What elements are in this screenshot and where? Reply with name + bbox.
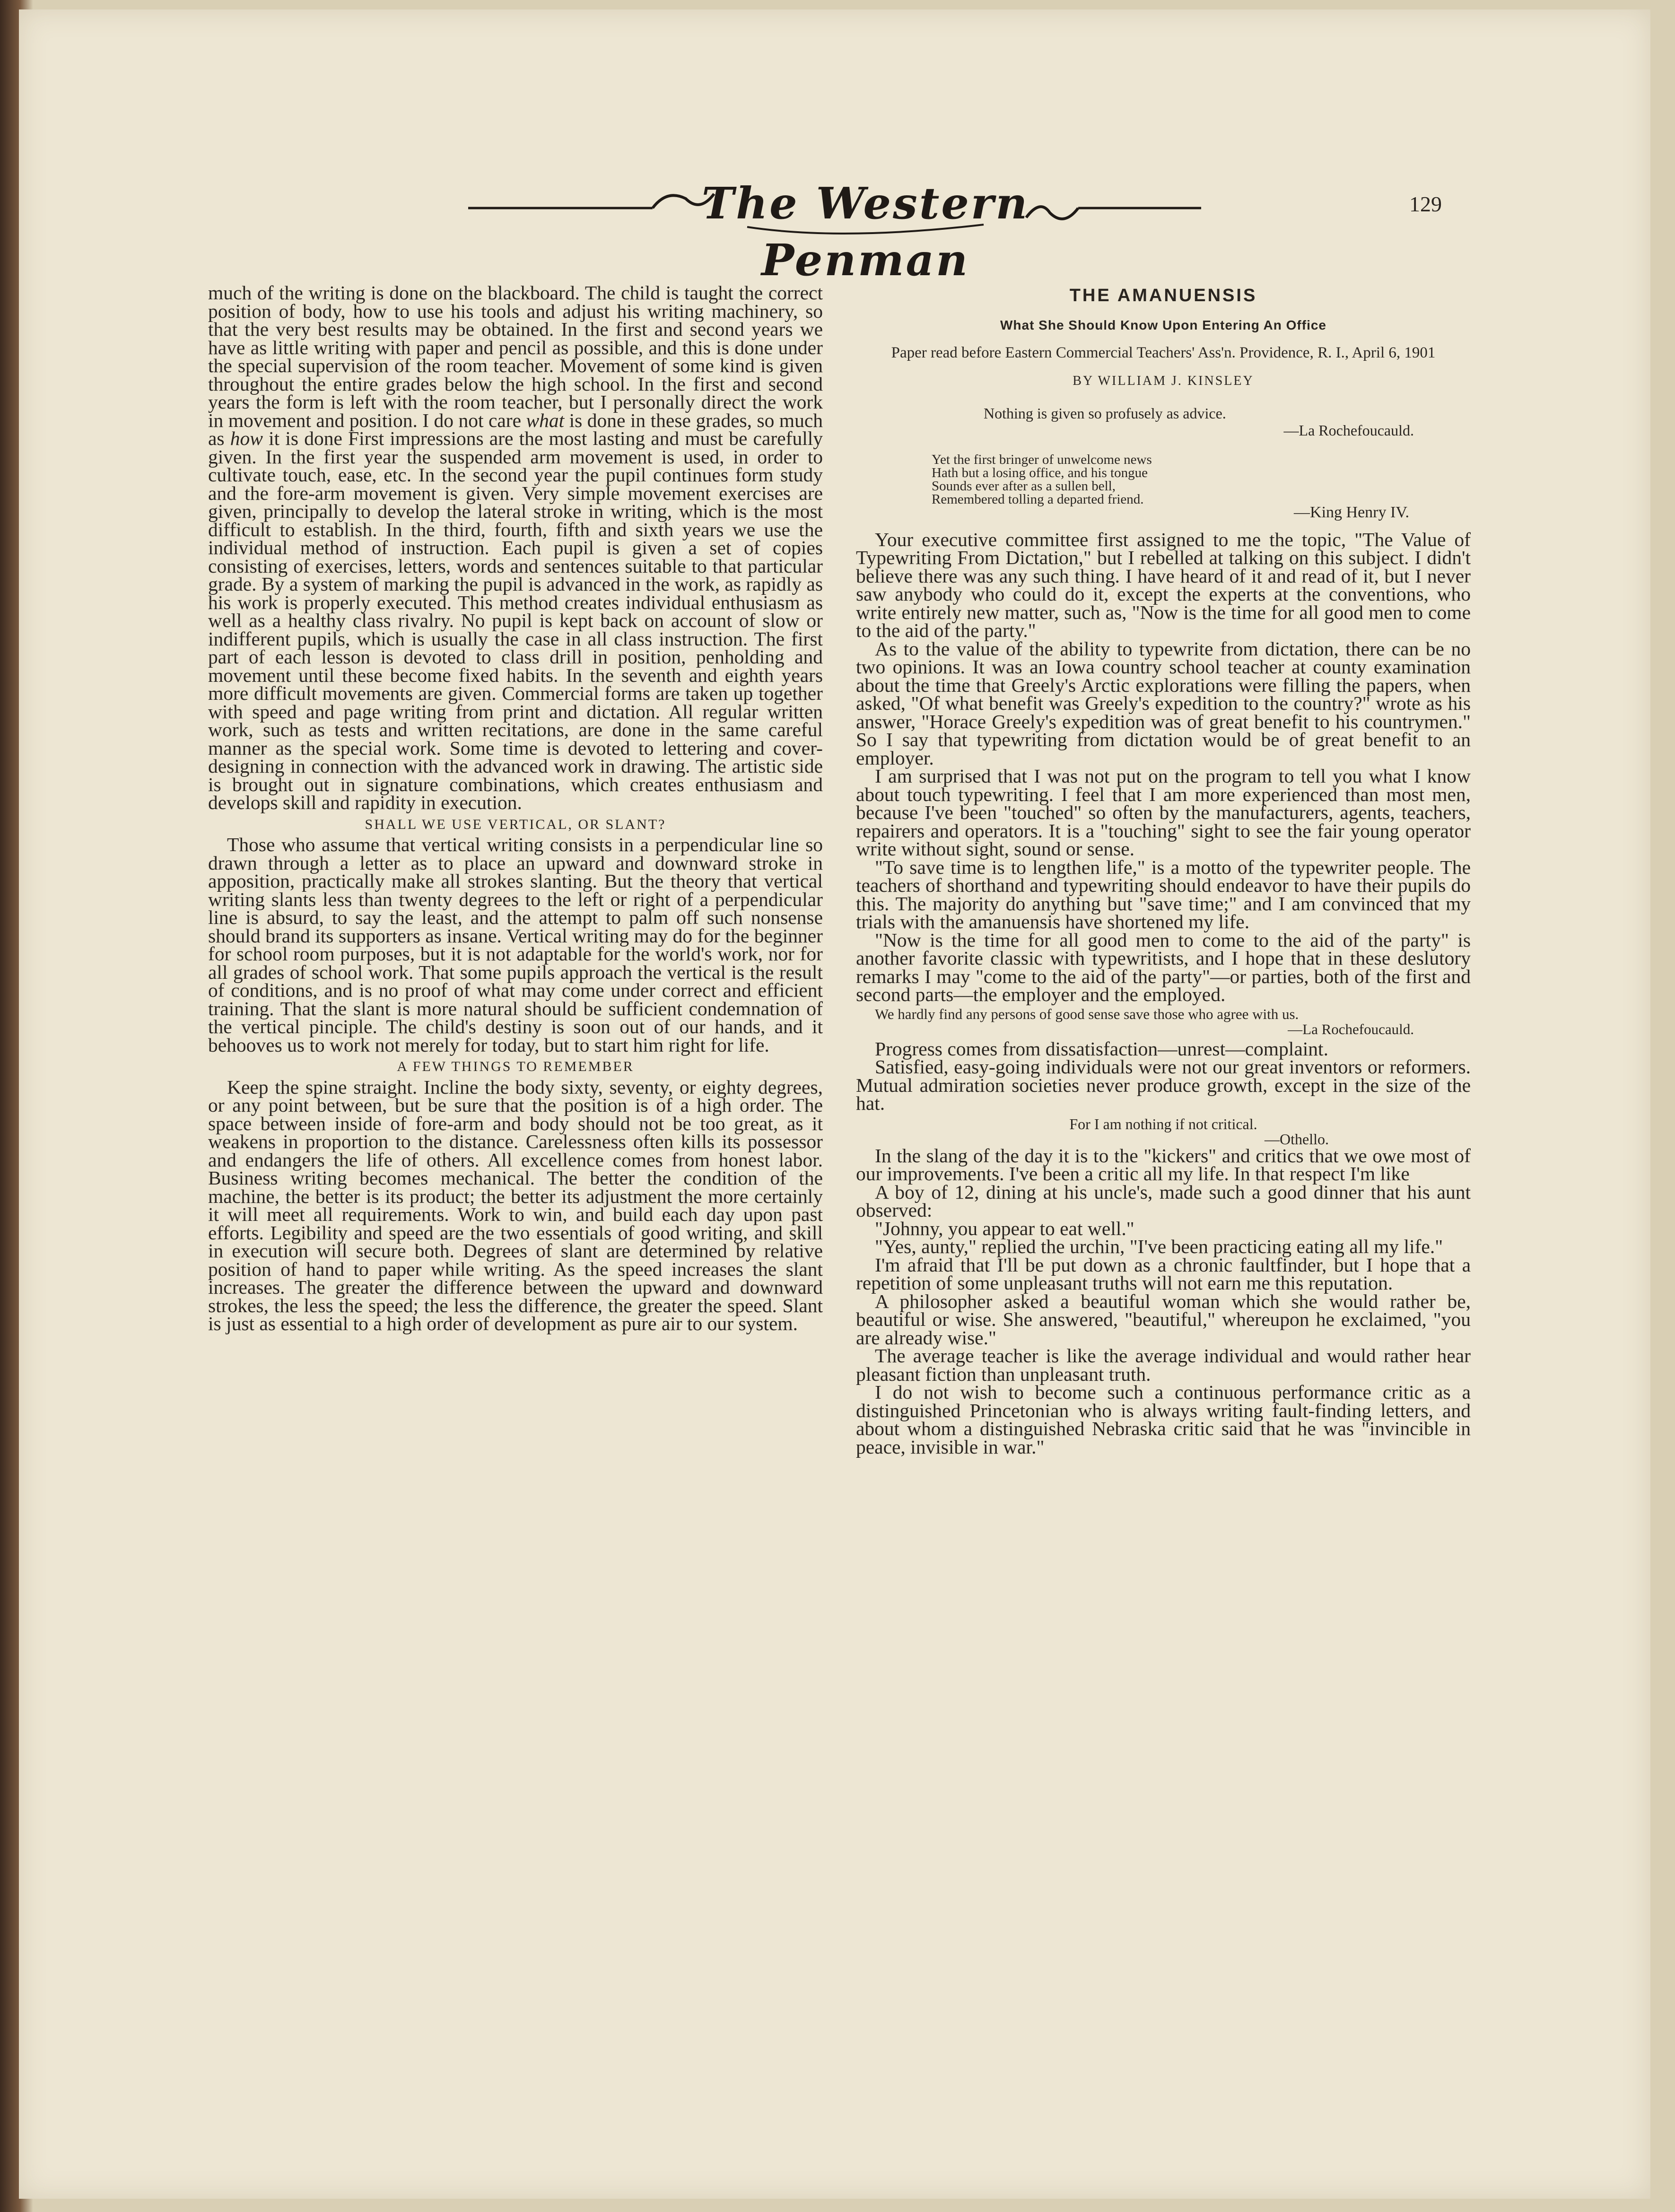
paragraph: Your executive committee first assigned to me the topic, "The Value of Typewriting From Dictation," but I rebelled at talking on this subject. I didn't believe there was any such thing. I have heard of it and read of it, but I never saw anybody who could do it, except the experts at the conventions, who write entirely new matter, such as, "Now is the time for all good men to come to the aid of the party.": [856, 528, 1471, 641]
paragraph: As to the value of the ability to typewrite from dictation, there can be no two opinions. It was an Iowa country school teacher at county examination about the time that Greely's Arctic explorations were filling the papers, when asked, "Of what benefit was Greely's expedition to the country?" wrote as his answer, "Horace Greely's expedition was of great benefit to his countrymen." So I say that typewriting from dictation would be of great benefit to an employer.: [856, 637, 1471, 769]
page-number: 129: [1409, 192, 1442, 216]
italic-text: what: [526, 409, 565, 431]
paragraph: Progress comes from dissatisfaction—unrest—complaint.: [875, 1037, 1328, 1060]
quote-text: For I am nothing if not critical.: [1069, 1115, 1257, 1132]
paragraph: "Johnny, you appear to eat well.": [875, 1217, 1134, 1239]
paragraph: I'm afraid that I'll be put down as a chronic faultfinder, but I hope that a repetition of some unpleasant truths will not earn me this reputation.: [856, 1254, 1471, 1294]
epigraph-text: Nothing is given so profusely as advice.: [984, 404, 1226, 422]
left-column: [208, 284, 823, 1333]
paragraph: A philosopher asked a beautiful woman which she would rather be, beautiful or wise. She answered, "beautiful," whereupon he exclaimed, "you are already wise.": [856, 1290, 1471, 1349]
inline-quote: [875, 1007, 1471, 1037]
verse-quote: [932, 453, 1471, 519]
right-column: [856, 284, 1471, 1456]
section-heading: A FEW THINGS TO REMEMBER: [397, 1059, 634, 1074]
article-title: THE AMANUENSIS: [1069, 286, 1257, 305]
text-run: it is done First impressions are the most lasting and must be carefully given. In the first year the suspended arm movement is used, in order to cultivate touch, ease, etc. In the second year the pupil continues form study and the fore-arm movement is given. Very simple movement exercises are given, principally to develop the lateral stroke in writing, which is the most difficult to establish. In the third, fourth, fifth and sixth years we use the individual method of instruction. Each pupil is given a set of copies consisting of exercises, letters, words and sentences suitable to that particular grade. By a system of marking the pupil is advanced in the work, as rapidly as his work is properly executed. This method creates individual enthusiasm as well as a healthy class rivalry. No pupil is kept back on account of slow or indifferent pupils, which is usually the case in all class instruction. The first part of each lesson is devoted to class drill in position, penholding and movement until these become fixed habits. In the seventh and eighth years more difficult movements are given. Commercial forms are taken up together with speed and page writing from print and dictation. All regular written work, such as tests and written recitations, are done in the same careful manner as the special work. Some time is devoted to lettering and cover-designing in connection with the advanced work in drawing. The artistic side is brought out in signature combinations, which creates enthusiasm and develops skill and rapidity in execution.: [208, 427, 823, 813]
italic-text: how: [230, 427, 263, 449]
epigraph: [984, 405, 1471, 439]
article-subtitle: What She Should Know Upon Entering An Office: [1000, 317, 1327, 332]
byline: BY WILLIAM J. KINSLEY: [1073, 374, 1254, 388]
paragraph: A boy of 12, dining at his uncle's, made such a good dinner that his aunt observed:: [856, 1181, 1471, 1221]
verse-line: Yet the first bringer of unwelcome news: [932, 452, 1152, 467]
verse-line: Hath but a losing office, and his tongue: [932, 465, 1148, 480]
quote-attribution: —Othello.: [1265, 1130, 1329, 1148]
verse-line: Sounds ever after as a sullen bell,: [932, 478, 1116, 494]
paragraph: Keep the spine straight. Incline the body sixty, seventy, or eighty degrees, or any point between, but be sure that the position is of a high order. The space between inside of fore-arm and body should not be too great, as it weakens in proportion to the distance. Carelessness often kills its possessor and endangers the life of others. All excellence comes from honest labor. Business writing becomes mechanical. The better the condition of the machine, the better is its product; the better its adjustment the more certainly it will meet all requirements. Work to win, and build each day upon past efforts. Legibility and speed are the two essentials of good writing, and skill in execution will secure both. Degrees of slant are determined by relative position of hand to paper while writing. As the speed increases the slant increases. The greater the difference between the upward and downward strokes, the less the speed; the less the difference, the greater the speed. Slant is just as essential to a high order of development as pure air to our system.: [208, 1076, 823, 1334]
inline-quote: [856, 1116, 1471, 1147]
masthead: [463, 170, 1220, 286]
paragraph: "Yes, aunty," replied the urchin, "I've been practicing eating all my life.": [875, 1236, 1443, 1257]
verse-attribution: —King Henry IV.: [1294, 503, 1409, 521]
paragraph: "To save time is to lengthen life," is a motto of the typewriter people. The teachers of shorthand and typewriting should endeavor to have their pupils do this. The majority do anything but "save time;" and I am convinced that my trials with the amanuensis have shortened my life.: [856, 856, 1471, 932]
paragraph: In the slang of the day it is to the "kickers" and critics that we owe most of our improvements. I've been a critic all my life. In that respect I'm like: [856, 1144, 1471, 1184]
paragraph: The average teacher is like the average individual and would rather hear pleasant fiction than unpleasant truth.: [856, 1345, 1471, 1385]
section-heading: SHALL WE USE VERTICAL, OR SLANT?: [365, 816, 666, 832]
text-run: much of the writing is done on the blackboard. The child is taught the correct position of body, how to use his tools and adjust his writing machinery, so that the very best results may be obtained. In the first and second years we have as little writing with paper and pencil as possible, and this is done under the special supervision of the room teacher. Movement of some kind is given throughout the entire grades below the high school. In the first and second years the form is left with the room teacher, but I personally direct the work in movement and position. I do not care: [208, 282, 823, 431]
quote-attribution: —La Rochefoucauld.: [1288, 1020, 1414, 1037]
epigraph-attribution: —La Rochefoucauld.: [1283, 421, 1414, 439]
paragraph: Satisfied, easy-going individuals were not our great inventors or reformers. Mutual admiration societies never produce growth, except in the size of the hat.: [856, 1056, 1471, 1114]
quote-text: We hardly find any persons of good sense save those who agree with us.: [875, 1005, 1299, 1022]
paragraph: I do not wish to become such a continuous performance critic as a distinguished Princetonian who is always writing fault-finding letters, and about whom a distinguished Nebraska critic said that he was "invincible in peace, invisible in war.": [856, 1381, 1471, 1458]
masthead-title: The Western Penman: [701, 178, 1029, 286]
paragraph: I am surprised that I was not put on the program to tell you what I know about touch typewriting. I feel that I am more experienced than most men, because I've been "touched" so often by the manufacturers, agents, teachers, repairers and operators. It is a "touching" sight to see the fair young operator write without sight, sound or sense.: [856, 765, 1471, 860]
paragraph: [208, 284, 823, 812]
text-run: is done in these grades, so much as: [208, 409, 823, 449]
article-source-note: Paper read before Eastern Commercial Teachers' Ass'n. Providence, R. I., April 6, 1901: [891, 344, 1436, 361]
paragraph: "Now is the time for all good men to come to the aid of the party" is another favorite classic with typewritists, and I hope that in these deslutory remarks I may "come to the aid of the party"—or parties, both of the first and second parts—the employer and the employed.: [856, 929, 1471, 1005]
paragraph: Those who assume that vertical writing consists in a perpendicular line so drawn through a letter as to place an upward and downward stroke in apposition, practically make all strokes slanting. But the theory that vertical writing slants less than twenty degrees to the left or right of a perpendicular line is absurd, to say the least, and the attempt to palm off such nonsense should brand its supporters as insane. Vertical writing may do for the beginner for school room purposes, but it is not adaptable for the world's work, nor for all grades of school work. That some pupils approach the vertical is the result of conditions, and is no proof of what may come under correct and efficient training. That the slant is more natural should be sufficient condemnation of the vertical pinciple. The child's destiny is soon out of our hands, and it behooves us to work not merely for today, but to start him right for life.: [208, 834, 823, 1056]
verse-line: Remembered tolling a departed friend.: [932, 491, 1144, 507]
